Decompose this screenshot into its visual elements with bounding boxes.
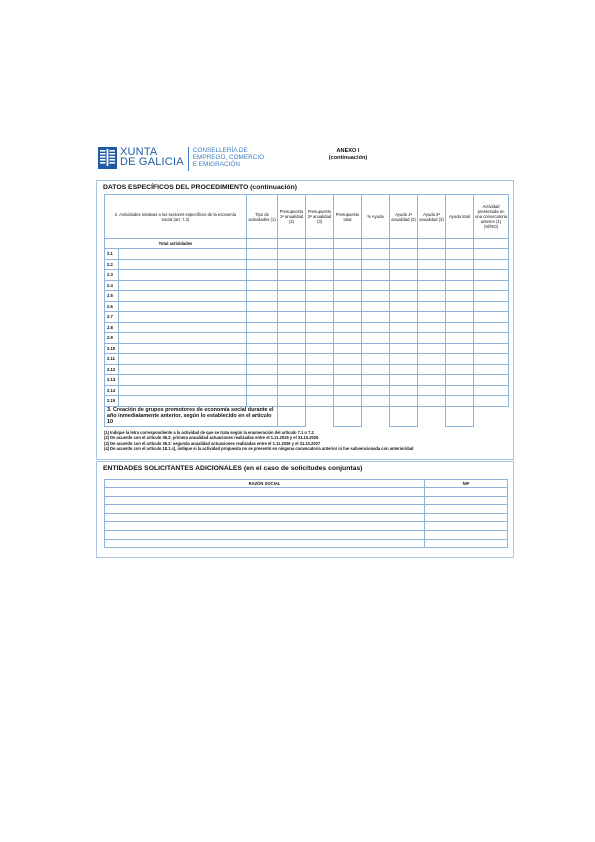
business-name-cell[interactable] (105, 496, 425, 505)
type-cell[interactable] (247, 322, 278, 333)
prev-call-cell[interactable] (474, 301, 509, 312)
budget1-cell[interactable] (278, 312, 306, 323)
type-cell[interactable] (247, 312, 278, 323)
table-row (105, 291, 509, 302)
activity-description-cell[interactable] (119, 354, 247, 365)
aid-pct-cell[interactable] (362, 396, 390, 407)
budget1-cell[interactable] (278, 291, 306, 302)
budget-total-cell[interactable] (334, 291, 362, 302)
budget-total-cell[interactable] (334, 301, 362, 312)
aid-total-cell[interactable] (446, 301, 474, 312)
total-aid-pct-cell[interactable] (362, 239, 390, 249)
budget-total-cell[interactable] (334, 312, 362, 323)
table-row (105, 270, 509, 281)
group-promoters-row (105, 406, 509, 426)
aid-pct-cell[interactable] (362, 301, 390, 312)
logo-line1: XUNTA (120, 146, 158, 158)
prev-call-cell[interactable] (474, 385, 509, 396)
budget1-cell[interactable] (278, 280, 306, 291)
budget2-cell[interactable] (306, 364, 334, 375)
aid-total-cell[interactable] (446, 291, 474, 302)
total-prev-cell[interactable] (474, 239, 509, 249)
col-aid2: Ayuda 2ª anualidad (3) (418, 195, 446, 239)
aid-total-cell[interactable] (446, 270, 474, 281)
row-number: 2.2 (105, 259, 119, 270)
row-number: 2.3 (105, 270, 119, 281)
prev-call-cell[interactable] (474, 322, 509, 333)
col-budget1: Presupuesto 1ª anualidad (2) (278, 195, 306, 239)
logo-line2: DE GALICIA (120, 156, 184, 168)
row-number: 2.8 (105, 322, 119, 333)
prev-call-cell[interactable] (474, 396, 509, 407)
table-row (105, 522, 508, 531)
col-aid-total: Ayuda total (446, 195, 474, 239)
col-aid1: Ayuda 1ª anualidad (2) (390, 195, 418, 239)
aid2-cell[interactable] (418, 396, 446, 407)
aid1-cell[interactable] (390, 301, 418, 312)
total-label: Total actividades (105, 239, 247, 249)
table-row (105, 375, 509, 386)
nif-cell[interactable] (425, 505, 508, 514)
group-spacer (362, 406, 390, 426)
business-name-cell[interactable] (105, 513, 425, 522)
row-number: 2.1 (105, 249, 119, 260)
budget-total-cell[interactable] (334, 280, 362, 291)
aid1-cell[interactable] (390, 312, 418, 323)
aid2-cell[interactable] (418, 385, 446, 396)
prev-call-cell[interactable] (474, 312, 509, 323)
budget1-cell[interactable] (278, 322, 306, 333)
total-budget-total-cell[interactable] (334, 239, 362, 249)
budget-total-cell[interactable] (334, 322, 362, 333)
row-number: 2.7 (105, 312, 119, 323)
aid1-cell[interactable] (390, 333, 418, 344)
aid1-cell[interactable] (390, 291, 418, 302)
budget2-cell[interactable] (306, 291, 334, 302)
dept-line3: E EMIGRACIÓN (192, 161, 240, 168)
table-row (105, 396, 509, 407)
activity-rows (105, 249, 509, 407)
nif-cell[interactable] (425, 539, 508, 548)
prev-call-cell[interactable] (474, 259, 509, 270)
group-budget1-cell[interactable] (278, 406, 306, 426)
activity-description-cell[interactable] (119, 280, 247, 291)
prev-call-cell[interactable] (474, 291, 509, 302)
aid2-cell[interactable] (418, 333, 446, 344)
budget1-cell[interactable] (278, 385, 306, 396)
aid2-cell[interactable] (418, 270, 446, 281)
aid-total-cell[interactable] (446, 249, 474, 260)
table-row (105, 259, 509, 270)
specific-data-section (96, 180, 514, 460)
type-cell[interactable] (247, 270, 278, 281)
aid-pct-cell[interactable] (362, 270, 390, 281)
aid-pct-cell[interactable] (362, 364, 390, 375)
table-row (105, 322, 509, 333)
type-cell[interactable] (247, 343, 278, 354)
additional-entities-section (96, 461, 514, 558)
table-row (105, 539, 508, 548)
prev-call-cell[interactable] (474, 270, 509, 281)
budget2-cell[interactable] (306, 375, 334, 386)
footnote: (2) De acuerdo con el artículo 36.2: primera anualidad actuaciones realizadas entre el 1.11.2025 y el 31.10.2026 (104, 435, 319, 441)
aid1-cell[interactable] (390, 396, 418, 407)
activity-description-cell[interactable] (119, 396, 247, 407)
table-row (105, 280, 509, 291)
total-aid2-cell[interactable] (418, 239, 446, 249)
budget2-cell[interactable] (306, 333, 334, 344)
footnote: (4) De acuerdo con el artículo 18.1.c), indique si la actividad propuesta no se presentó en ninguna convocatoria anterior ni fue subvencionada con anterioridad (104, 446, 414, 452)
type-cell[interactable] (247, 280, 278, 291)
type-cell[interactable] (247, 396, 278, 407)
table-row (105, 385, 509, 396)
activity-description-cell[interactable] (119, 364, 247, 375)
business-name-cell[interactable] (105, 530, 425, 539)
table-row (105, 530, 508, 539)
xunta-emblem-icon (98, 147, 117, 169)
section-title: DATOS ESPECÍFICOS DEL PROCEDIMIENTO (continuación) (103, 184, 297, 191)
table-row (105, 333, 509, 344)
entities-table (104, 479, 508, 548)
dept-line1: CONSELLERÍA DE (192, 147, 248, 154)
budget1-cell[interactable] (278, 343, 306, 354)
budget2-cell[interactable] (306, 249, 334, 260)
budget2-cell[interactable] (306, 343, 334, 354)
budget-total-cell[interactable] (334, 343, 362, 354)
group-aid-total-cell[interactable] (446, 406, 474, 426)
aid1-cell[interactable] (390, 343, 418, 354)
annex-subtitle: (continuación) (328, 155, 368, 161)
budget-total-cell[interactable] (334, 354, 362, 365)
budget2-cell[interactable] (306, 385, 334, 396)
row-number: 2.9 (105, 333, 119, 344)
activity-description-cell[interactable] (119, 291, 247, 302)
table-row (105, 354, 509, 365)
prev-call-cell[interactable] (474, 364, 509, 375)
aid-total-cell[interactable] (446, 312, 474, 323)
nif-cell[interactable] (425, 513, 508, 522)
aid-total-cell[interactable] (446, 375, 474, 386)
budget-total-cell[interactable] (334, 396, 362, 407)
aid1-cell[interactable] (390, 364, 418, 375)
group-aid1-cell[interactable] (390, 406, 418, 426)
page-header (98, 147, 513, 179)
aid2-cell[interactable] (418, 343, 446, 354)
aid2-cell[interactable] (418, 312, 446, 323)
aid-pct-cell[interactable] (362, 375, 390, 386)
aid-pct-cell[interactable] (362, 259, 390, 270)
budget2-cell[interactable] (306, 322, 334, 333)
prev-call-cell[interactable] (474, 249, 509, 260)
budget2-cell[interactable] (306, 301, 334, 312)
xunta-logo (98, 147, 264, 171)
aid2-cell[interactable] (418, 301, 446, 312)
prev-call-cell[interactable] (474, 333, 509, 344)
budget-total-cell[interactable] (334, 259, 362, 270)
budget1-cell[interactable] (278, 364, 306, 375)
entity-rows (105, 488, 508, 548)
budget2-cell[interactable] (306, 270, 334, 281)
section-title: ENTIDADES SOLICITANTES ADICIONALES (en el caso de solicitudes conjuntas) (103, 465, 363, 472)
business-name-cell[interactable] (105, 522, 425, 531)
aid-total-cell[interactable] (446, 364, 474, 375)
nif-cell[interactable] (425, 488, 508, 497)
budget-total-cell[interactable] (334, 333, 362, 344)
table-row (105, 249, 509, 260)
aid-total-cell[interactable] (446, 333, 474, 344)
nif-cell[interactable] (425, 530, 508, 539)
col-activities: 2. Actividades relativas a los sectores específicos de la economía social (art. 7.2) (105, 195, 247, 239)
col-budget-total: Presupuesto total (334, 195, 362, 239)
activity-description-cell[interactable] (119, 385, 247, 396)
budget1-cell[interactable] (278, 270, 306, 281)
aid-pct-cell[interactable] (362, 343, 390, 354)
aid-pct-cell[interactable] (362, 249, 390, 260)
aid-pct-cell[interactable] (362, 354, 390, 365)
row-number: 2.12 (105, 364, 119, 375)
aid-total-cell[interactable] (446, 354, 474, 365)
row-number: 2.13 (105, 375, 119, 386)
prev-call-cell[interactable] (474, 280, 509, 291)
budget1-cell[interactable] (278, 354, 306, 365)
row-number: 2.15 (105, 396, 119, 407)
aid1-cell[interactable] (390, 280, 418, 291)
aid-pct-cell[interactable] (362, 291, 390, 302)
table-row (105, 301, 509, 312)
prev-call-cell[interactable] (474, 343, 509, 354)
aid2-cell[interactable] (418, 280, 446, 291)
table-row (105, 488, 508, 497)
nif-cell[interactable] (425, 522, 508, 531)
activity-description-cell[interactable] (119, 249, 247, 260)
budget2-cell[interactable] (306, 280, 334, 291)
total-budget2-cell[interactable] (306, 239, 334, 249)
activity-description-cell[interactable] (119, 301, 247, 312)
aid1-cell[interactable] (390, 270, 418, 281)
budget2-cell[interactable] (306, 312, 334, 323)
type-cell[interactable] (247, 249, 278, 260)
aid-total-cell[interactable] (446, 280, 474, 291)
type-cell[interactable] (247, 385, 278, 396)
aid1-cell[interactable] (390, 322, 418, 333)
aid2-cell[interactable] (418, 354, 446, 365)
activity-description-cell[interactable] (119, 375, 247, 386)
aid1-cell[interactable] (390, 385, 418, 396)
table-row (105, 505, 508, 514)
type-cell[interactable] (247, 291, 278, 302)
budget-total-cell[interactable] (334, 249, 362, 260)
activity-description-cell[interactable] (119, 343, 247, 354)
aid2-cell[interactable] (418, 322, 446, 333)
aid2-cell[interactable] (418, 375, 446, 386)
group-budget-total-cell[interactable] (334, 406, 362, 426)
table-row (105, 343, 509, 354)
row-number: 2.14 (105, 385, 119, 396)
aid-total-cell[interactable] (446, 259, 474, 270)
business-name-cell[interactable] (105, 505, 425, 514)
budget2-cell[interactable] (306, 396, 334, 407)
annex-label: ANEXO I (336, 148, 360, 154)
aid1-cell[interactable] (390, 354, 418, 365)
budget2-cell[interactable] (306, 259, 334, 270)
table-header-row (105, 195, 509, 239)
budget1-cell[interactable] (278, 333, 306, 344)
aid1-cell[interactable] (390, 249, 418, 260)
col-budget2: Presupuesto 2ª anualidad (3) (306, 195, 334, 239)
col-type: Tipo de actividades (1) (247, 195, 278, 239)
row-number: 2.5 (105, 291, 119, 302)
aid1-cell[interactable] (390, 259, 418, 270)
aid2-cell[interactable] (418, 249, 446, 260)
row-number: 2.10 (105, 343, 119, 354)
business-name-cell[interactable] (105, 488, 425, 497)
budget1-cell[interactable] (278, 301, 306, 312)
table-row (105, 364, 509, 375)
col-nif: NIF (425, 480, 508, 488)
annex-title (308, 148, 388, 162)
activity-description-cell[interactable] (119, 333, 247, 344)
total-budget1-cell[interactable] (278, 239, 306, 249)
type-cell[interactable] (247, 301, 278, 312)
group-spacer (474, 406, 509, 426)
activity-description-cell[interactable] (119, 270, 247, 281)
aid-total-cell[interactable] (446, 343, 474, 354)
prev-call-cell[interactable] (474, 354, 509, 365)
budget-total-cell[interactable] (334, 270, 362, 281)
type-cell[interactable] (247, 333, 278, 344)
business-name-cell[interactable] (105, 539, 425, 548)
budget-total-cell[interactable] (334, 385, 362, 396)
department-name (193, 147, 264, 168)
footnote: (1) Indique la letra correspondiente a la actividad de que se trata según la enumeración del artículo 7.1 o 7.2 (104, 430, 314, 435)
aid-pct-cell[interactable] (362, 280, 390, 291)
footnotes (104, 430, 413, 452)
budget1-cell[interactable] (278, 259, 306, 270)
budget-total-cell[interactable] (334, 375, 362, 386)
table-row (105, 496, 508, 505)
budget1-cell[interactable] (278, 396, 306, 407)
group-promoters-label: 3. Creación de grupos promotores de economía social durante el año inmediatamente anterior, según lo establecido en el artículo 10 (105, 406, 278, 426)
footnote: (3) De acuerdo con el artículo 36.2: segunda anualidad actuaciones realizadas entre el 1.11.2026 y el 31.10.2027 (104, 440, 321, 446)
activities-table (104, 194, 509, 427)
type-cell[interactable] (247, 259, 278, 270)
budget2-cell[interactable] (306, 354, 334, 365)
logo-divider (188, 147, 189, 171)
total-aid-total-cell[interactable] (446, 239, 474, 249)
entities-header-row (105, 480, 508, 488)
aid2-cell[interactable] (418, 364, 446, 375)
aid2-cell[interactable] (418, 291, 446, 302)
aid-total-cell[interactable] (446, 396, 474, 407)
aid-pct-cell[interactable] (362, 322, 390, 333)
type-cell[interactable] (247, 375, 278, 386)
aid-pct-cell[interactable] (362, 385, 390, 396)
group-spacer (306, 406, 334, 426)
aid1-cell[interactable] (390, 375, 418, 386)
prev-call-cell[interactable] (474, 375, 509, 386)
row-number: 2.11 (105, 354, 119, 365)
logo-wordmark (120, 147, 184, 167)
budget1-cell[interactable] (278, 249, 306, 260)
row-number: 2.6 (105, 301, 119, 312)
aid-total-cell[interactable] (446, 385, 474, 396)
aid-total-cell[interactable] (446, 322, 474, 333)
col-aid-pct: % Ayuda (362, 195, 390, 239)
aid-pct-cell[interactable] (362, 333, 390, 344)
col-business-name: RAZÓN SOCIAL (105, 480, 425, 488)
type-cell[interactable] (247, 354, 278, 365)
table-row (105, 312, 509, 323)
row-number: 2.4 (105, 280, 119, 291)
aid-pct-cell[interactable] (362, 312, 390, 323)
total-row (105, 239, 509, 249)
group-spacer (418, 406, 446, 426)
nif-cell[interactable] (425, 496, 508, 505)
activity-description-cell[interactable] (119, 312, 247, 323)
type-cell[interactable] (247, 364, 278, 375)
budget1-cell[interactable] (278, 375, 306, 386)
activity-description-cell[interactable] (119, 259, 247, 270)
activity-description-cell[interactable] (119, 322, 247, 333)
aid2-cell[interactable] (418, 259, 446, 270)
table-row (105, 513, 508, 522)
col-previous-call: Actividad presentada en una convocatoria anterior (1) (SÍ/NO) (474, 195, 509, 239)
dept-line2: EMPREGO, COMERCIO (192, 154, 265, 161)
budget-total-cell[interactable] (334, 364, 362, 375)
total-type-cell[interactable] (247, 239, 278, 249)
total-aid1-cell[interactable] (390, 239, 418, 249)
